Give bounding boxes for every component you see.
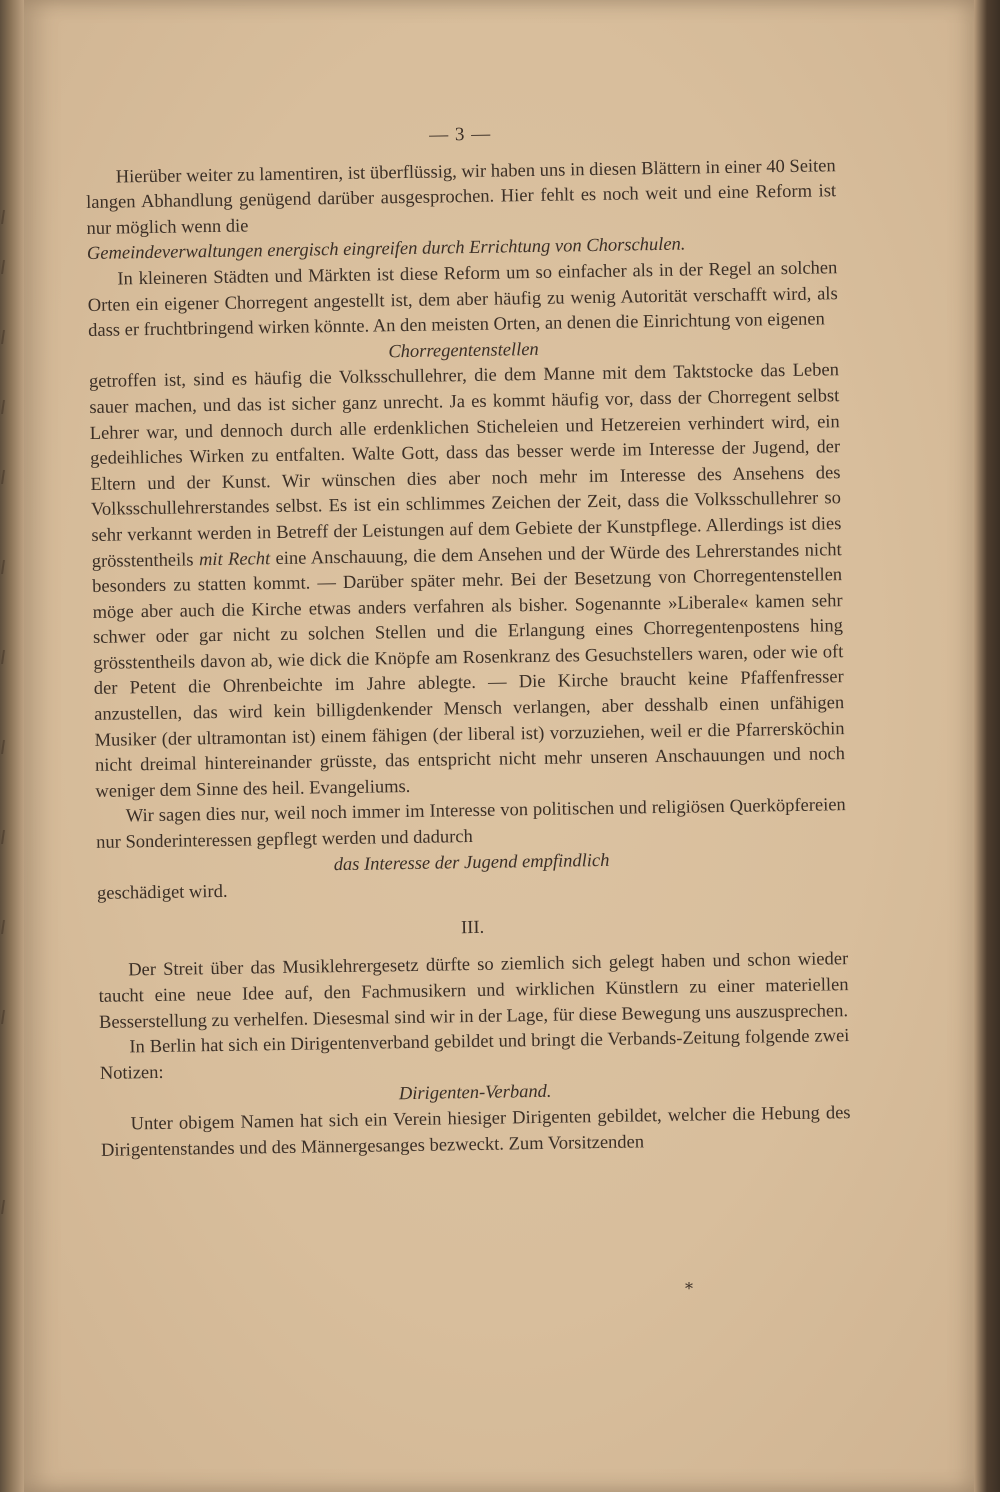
show-through-mark [1,400,25,414]
paragraph-2-text-a: getroffen ist, sind es häufig die Volksschullehrer, die dem Manne mit dem Taktstocke das Leben sauer machen, und das ist sicher ganz unrecht. Ja es kommt häufig vor, dass der Chorregent selbst Lehrer war, und dennoch durch alle erdenklichen Sticheleien und Hetzereien verhindert wird, ein gedeihliches Wirken zu entfalten. Walte Gott, dass das besser werde im Interesse der Jugend, der Eltern und der Kunst. Wir wünschen dies aber noch mehr im Interesse des Ansehens des Volksschullehrerstandes selbst. Es ist ein schlimmes Zeichen der Zeit, dass die Volksschullehrer so sehr verkannt werden in Betreff der Leistungen auf dem Gebiete der Kunstpflege. Allerdings ist dies grösstentheils [88,360,842,572]
paragraph-1: Hierüber weiter zu lamentiren, ist überflüssig, wir haben uns in diesen Blättern in einer 40 Seiten langen Abhandlung genügend darüber ausgesprochen. Hier fehlt es noch weit und eine Reform ist nur möglich wenn die [86,155,837,239]
show-through-mark [1,650,25,664]
subheading-dirigenten-verband: Dirigenten-Verband. [398,1082,552,1105]
show-through-mark [1,1010,25,1024]
show-through-mark [1,1200,25,1214]
section-numeral: III. [460,917,485,939]
show-through-mark [1,330,25,344]
paragraph-5: In Berlin hat sich ein Dirigentenverband gebildet und bringt die Verbands-Zeitung folgende zwei Notizen: [99,1026,850,1084]
paragraph-6: Unter obigem Namen hat sich ein Verein hiesiger Dirigenten gebildet, welcher die Hebung des Dirigentenstandes und des Männergesanges bezweckt. Zum Vorsitzenden [100,1103,851,1161]
paragraph-2: In kleineren Städten und Märkten ist diese Reform um so einfacher als in der Regel an solchen Orten ein eigener Chorregent angestellt ist, dem aber häufig zu wenig Autorität verschafft wird, als dass er fruchtbringend wirken könnte. An den meisten Orten, an denen die Einrichtung von eigenen [87,258,838,342]
paragraph-2-continued [89,359,846,806]
page-text [85,116,851,1164]
emphasis-line-chorschulen: Gemeindeverwaltungen energisch eingreifen durch Errichtung von Chorschulen. [86,234,686,265]
inline-emphasis-mit-recht: mit Recht [198,548,271,570]
show-through-mark [1,210,25,224]
paragraph-4: Der Streit über das Musiklehrergesetz dürfte so ziemlich sich gelegt haben und schon wieder taucht eine neue Idee auf, den Fachmusikern und wirklichen Künstlern zu einer materiellen Besserstellung zu verhelfen. Diesesmal sind wir in der Lage, für diese Bewegung uns auszusprechen. [98,949,849,1033]
signature-mark: * [685,1279,693,1298]
paper-sheet [24,0,976,1492]
show-through-mark [1,470,25,484]
emphasis-line-chorregentenstellen: Chorregentenstellen [388,339,539,363]
show-through-mark [1,830,25,844]
right-book-edge [974,0,1000,1492]
paragraph-3: Wir sagen dies nur, weil noch immer im Interesse von politischen und religiösen Querköpfereien nur Sonderinteressen gepflegt werden und dadurch [96,795,846,853]
paragraph-3-continued: geschädiget wird. [96,882,228,905]
emphasis-line-jugend: das Interesse der Jugend empfindlich [333,850,610,875]
paragraph-2-text-b: eine Anschauung, die dem Ansehen und der Würde des Lehrerstandes nicht besonders zu statten kommt. — Darüber später mehr. Bei der Besetzung von Chorregentenstellen möge aber auch die Kirche etwas anders verfahren als bisher. Sogenannte »Liberale« kamen sehr schwer oder gar nicht zu solchen Stellen und die Erlangung eines Chorregentenpostens hing grösstentheils davon ab, wie dick die Knöpfe am Rosenkranz des Gesuchstellers waren, oder wie oft der Petent die Ohrenbeichte im Jahre ablegte. — Die Kirche braucht keine Pfaffenfresser anzustellen, das wird kein billigdenkender Mensch verlangen, aber desshalb einen unfähigen Musiker (der ultramontan ist) einem fähigen (der liberal ist) vorzuziehen, weil er die Pfarrersköchin nicht dreimal hintereinander grüsste, das entspricht nicht mehr unseren Anschauungen und noch weniger dem Sinne des heil. Evangeliums. [92,539,846,802]
show-through-mark [1,920,25,934]
show-through-mark [1,260,25,274]
left-binding-gutter [0,0,26,1492]
page-number: — 3 — [428,123,492,146]
show-through-mark [1,740,25,754]
show-through-mark [1,560,25,574]
